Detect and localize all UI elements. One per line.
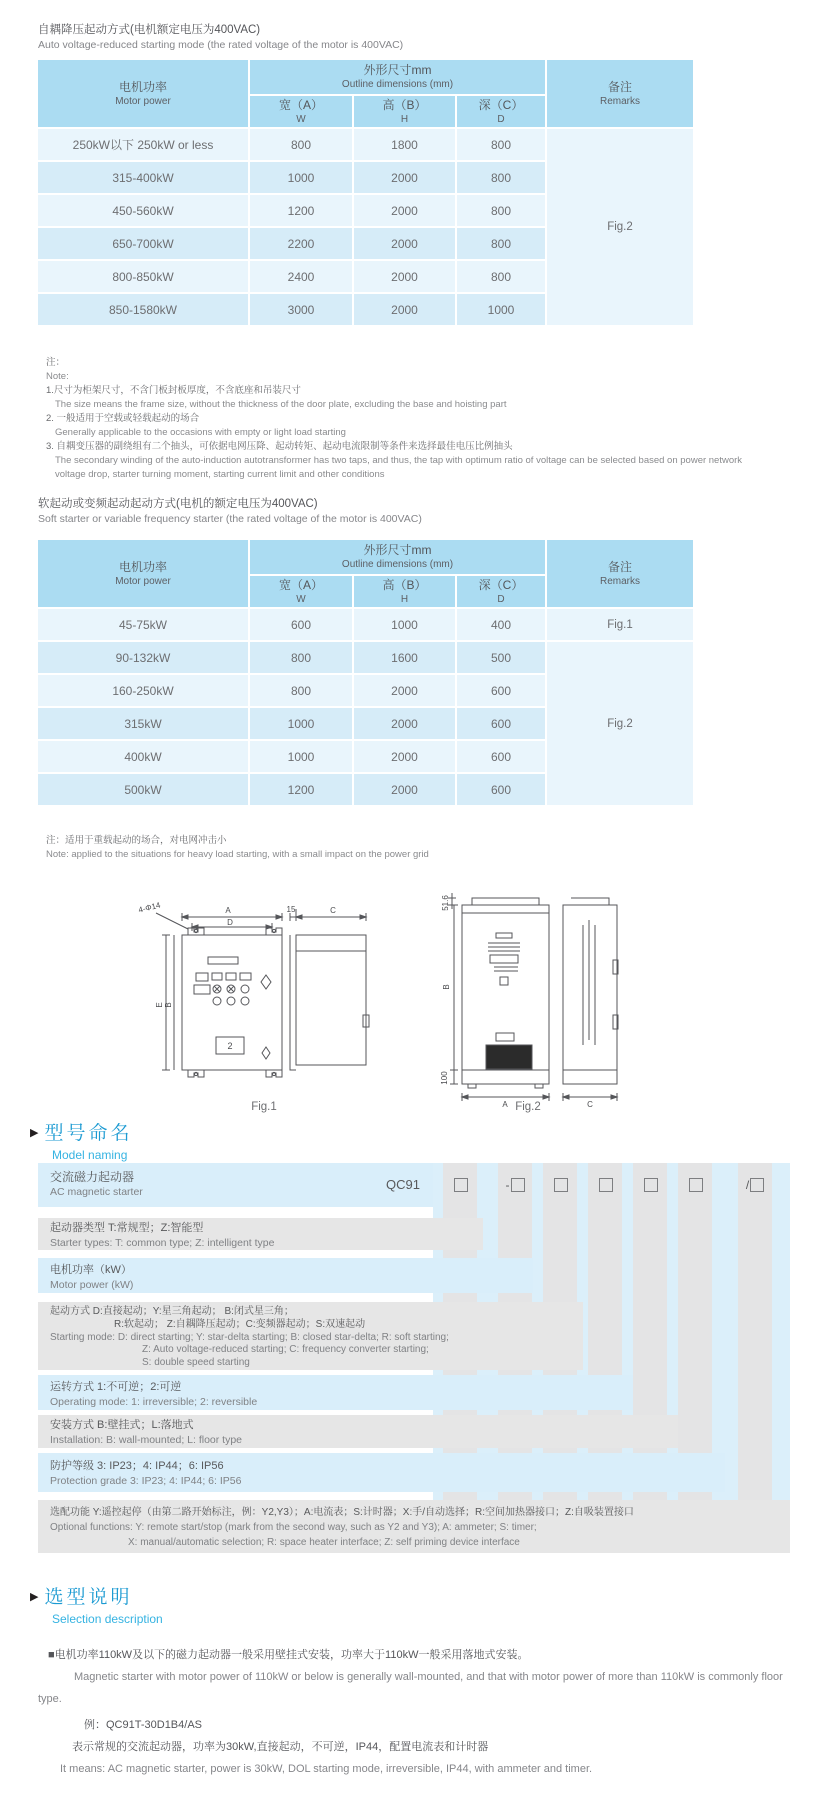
note-head-en: Note: [46,371,69,382]
table2-title-en: Soft starter or variable frequency starter (the rated voltage of the motor is 400VAC) [38,513,422,525]
code-box-icon [599,1178,613,1192]
section-marker-icon: ▶ [30,1591,39,1603]
table-row: 650-700kW 2200 2000 800 [38,228,693,259]
selection-paragraph-en: Magnetic starter with motor power of 110kW or below is generally wall-mounted, and that with motor power of more than 110kW is commonly floor type. [38,1671,783,1705]
table2-title-block [38,496,422,527]
table2-remark-fig2: Fig.2 [547,642,693,805]
table1-header-remarks [547,60,693,127]
fig1-dim-b: B [164,1002,173,1008]
table-row: 45-75kW 600 1000 400 Fig.1 [38,609,693,640]
table2-header-motor: 电机功率 Motor power [38,540,248,607]
table2-title-zh: 软起动或变频起动起动方式(电机的额定电压为400VAC) [38,498,318,510]
table-row: 315-400kW 1000 2000 800 [38,162,693,193]
table1-header-depth: 深（C） D [457,96,545,127]
code-column-strip [588,1163,622,1553]
auto-voltage-table [36,58,695,327]
table2-header-outline: 外形尺寸mm Outline dimensions (mm) [250,540,545,574]
code-box-icon [644,1178,658,1192]
selection-example: 例：QC91T-30D1B4/AS [84,1719,202,1731]
table-row: 800-850kW 2400 2000 800 [38,261,693,292]
soft-starter-table [36,538,695,807]
naming-row-optional-functions: 选配功能 Y:遥控起停（由第二路开始标注，例：Y2,Y3）；A:电流表；S:计时器；X:手/自动选择；R:空间加热器接口；Z:自吸装置接口 Optional functions: Y: remote start/stop (mark from the second way, such as Y2 and Y3); A: ammeter; S: timer; X: manual/automatic selection; R: space heater interface; Z: self priming device interface [38,1500,790,1553]
table1-notes: 注： Note: 1.尺寸为柜架尺寸，不含门板封板厚度，不含底座和吊装尺寸 The size means the frame size, without the thickness of the door plate, excluding the base and hoisting part 2. 一般适用于空载或轻载起动的场合 Generally applicable to the occasions with empty or light load starting 3. 自耦变压器的副绕组有二个抽头，可依据电网压降、起动转矩、起动电流限制等条件来选择最佳电压比例抽头 The secondary winding of the auto-induction autotransformer has two taps, and thus, the tap with optimum ratio of voltage can be selected based on power network voltage drop, starter turning moment, starting current limit and other conditions [46,356,746,482]
fig2-dim-b: B [442,984,451,990]
code-box-icon [750,1178,764,1192]
selection-example-meaning-zh: 表示常规的交流起动器，功率为30kW,直接起动，不可逆，IP44，配置电流表和计时器 [72,1741,489,1753]
code-box-2: - [498,1163,532,1207]
selection-paragraph-zh: ■电机功率110kW及以下的磁力起动器一般采用壁挂式安装，功率大于110kW一般采用落地式安装。 [48,1649,529,1661]
model-naming-title-en: Model naming [52,1148,128,1162]
fig2-dim-516: 51.6 [441,895,450,911]
model-naming-diagram [38,1163,790,1553]
fig2-dim-c: C [587,1100,593,1109]
code-box-icon [511,1178,525,1192]
motor-power-label-zh: 电机功率 [118,79,167,94]
table2-header-remarks: 备注 Remarks [547,540,693,607]
outline-label-en: Outline dimensions (mm) [341,79,454,90]
note-head-zh: 注： [46,357,66,368]
code-box-icon [554,1178,568,1192]
naming-row-starter-type: 起动器类型 T:常规型；Z:智能型 Starter types: T: common type; Z: intelligent type [38,1218,483,1250]
code-box-4 [588,1163,622,1207]
outline-label-zh: 外形尺寸mm [363,63,432,77]
remarks-label-en: Remarks [599,95,640,107]
code-column-strip [678,1163,712,1553]
fig1-label: Fig.1 [251,1101,277,1113]
naming-row-protection-grade: 防护等级 3: IP23；4: IP44；6: IP56 Protection grade 3: IP23; 4: IP44; 6: IP56 [38,1453,725,1492]
naming-row-product: 交流磁力起动器 AC magnetic starter [38,1163,433,1207]
table2-header-height: 高（B） H [354,576,455,607]
naming-row-motor-power: 电机功率（kW） Motor power (kW) [38,1258,533,1293]
table-row: 450-560kW 1200 2000 800 [38,195,693,226]
model-code: QC91 [386,1177,420,1192]
table-row: 500kW 1200 2000 600 [38,774,693,805]
code-box-icon [689,1178,703,1192]
remarks-label-zh: 备注 [607,79,632,94]
table-row: 400kW 1000 2000 600 [38,741,693,772]
selection-section [30,1582,830,1780]
table1-header-outline [250,60,545,94]
selection-title-en: Selection description [52,1612,163,1626]
fig1-dim-c: C [330,906,336,915]
naming-row-installation: 安装方式 B:壁挂式；L:落地式 Installation: B: wall-mounted; L: floor type [38,1415,678,1448]
motor-power-label-en: Motor power [115,95,171,107]
table1-header-width: 宽（A） W [250,96,352,127]
naming-row-starting-mode: 起动方式 D:直接起动；Y:星三角起动； B:闭式星三角； R:软起动； Z:自耦降压起动；C:变频器起动；S:双速起动 Starting mode: D: direct starting; Y: star-delta starting; B: closed star-delta; R: soft starting; Z: Auto voltage-reduced starting; C: frequency converter starting; S: double speed starting [38,1302,583,1370]
section-marker-icon: ▶ [30,1127,39,1139]
code-box-6 [678,1163,712,1207]
table2-header-width: 宽（A） W [250,576,352,607]
table-row: 315kW 1000 2000 600 [38,708,693,739]
model-naming-header [30,1118,132,1162]
fig1-dim-e: E [155,1002,164,1008]
table2-remark-fig1: Fig.1 [547,609,693,640]
table2-note: 注：适用于重载起动的场合，对电网冲击小 Note: applied to the situations for heavy load starting, with a small impact on the power grid [46,835,429,860]
fig2-dim-100: 100 [440,1071,449,1085]
fig1-dim-holes: 4-Φ14 [137,900,162,915]
table1-title-en: Auto voltage-reduced starting mode (the rated voltage of the motor is 400VAC) [38,39,404,51]
fig1-dim-15: 15 [286,905,296,914]
code-column-strip [738,1163,772,1553]
code-box-icon [454,1178,468,1192]
code-box-5 [633,1163,667,1207]
selection-example-meaning-en: It means: AC magnetic starter, power is 30kW, DOL starting mode, irreversible, IP44, with ammeter and timer. [60,1763,593,1775]
naming-row-operating-mode: 运转方式 1:不可逆；2:可逆 Operating mode: 1: irreversible; 2: reversible [38,1375,633,1410]
table2-header-depth: 深（C） D [457,576,545,607]
selection-title-zh: 选型说明 [44,1587,133,1608]
table1-remark-fig2: Fig.2 [547,129,693,325]
fig2-dim-a: A [502,1100,508,1109]
table-row: 850-1580kW 3000 2000 1000 [38,294,693,325]
model-naming-title-zh: 型号命名 [44,1123,133,1144]
outline-figures [38,865,792,1115]
table-row: 160-250kW 800 2000 600 [38,675,693,706]
table1-header-motor [38,60,248,127]
technical-drawings [38,865,792,1115]
code-box-1 [443,1163,477,1207]
code-box-3 [543,1163,577,1207]
table-row: 90-132kW 800 1600 500 Fig.2 [38,642,693,673]
fig1-dim-a: A [225,906,231,915]
code-column-strip [633,1163,667,1553]
table1-title-zh: 自耦降压起动方式(电机额定电压为400VAC) [38,24,261,36]
table1-header-height: 高（B） H [354,96,455,127]
fig2-label: Fig.2 [515,1101,541,1113]
table-row: 250kW以下 250kW or less 800 1800 800 Fig.2 [38,129,693,160]
table1-title-block [38,22,403,53]
fig1-dim-d: D [227,918,233,927]
code-box-7: / [738,1163,772,1207]
fig1-panel-number: 2 [227,1041,233,1051]
